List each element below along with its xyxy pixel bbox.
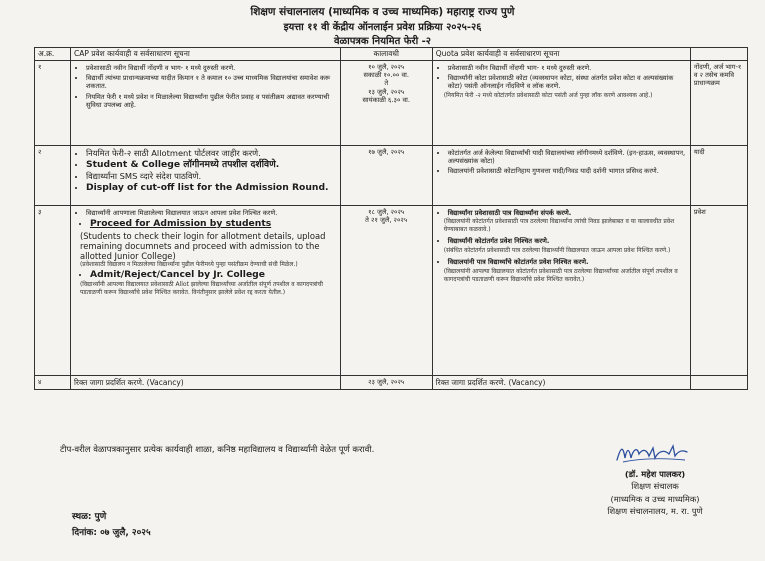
- col-header-cap: CAP प्रवेश कार्यवाही व सर्वसाधारण सूचना: [70, 48, 340, 61]
- proceed-description: (Students to check their login for allotment details, upload remaining documnets and proceed with admission to the allotted Junior College): [79, 230, 326, 262]
- row-number: १: [35, 60, 71, 145]
- signatory-name: (डॉ. महेश पालकर): [624, 469, 686, 479]
- place-date-block: [72, 510, 151, 542]
- list-item: • विद्यालयांनी प्रवेशासाठी कोटानिहाय गुणवत्ता यादी/निवड यादी दर्शनी भागात प्रसिध्द करणे.: [448, 166, 687, 175]
- cap-cell: [70, 60, 340, 145]
- date-line: १७ जुलै, २०२५: [368, 147, 405, 156]
- date-line: सकाळी १०.०० वा.: [363, 71, 409, 80]
- list-item: • विद्यार्थ्यांना SMS व्दारे संदेश पाठविणे.: [86, 171, 337, 181]
- quota-cell: [432, 145, 690, 205]
- row-number: ३: [35, 205, 71, 375]
- row-number: ४: [35, 375, 71, 390]
- list-item: • नियमित फेरी १ मध्ये प्रवेश न मिळालेल्या विद्यार्थ्यांना पुढील फेरीत प्रवाह व पसंतीक्रम अद्यावत करण्याची सुविधा उपलब्ध आहे.: [86, 92, 337, 110]
- date-cell: [340, 60, 432, 145]
- quota-note: (नियमित फेरी -२ मध्ये कोटांतर्गत प्रवेशासाठी कोटा पसंती अर्ज पुन्हा लॉक करणे आवश्यक आहे.): [443, 91, 653, 99]
- date-line: ते २१ जुलै, २०२५: [365, 216, 408, 225]
- date-label: दिनांक: ०७ जुलै, २०२५: [72, 527, 151, 538]
- proceed-note: (प्रवेशासाठी विद्यालय न मिळालेल्या विद्यार्थ्यांना पुढील फेरीमध्ये पुन्हा पसंतीक्रम देण्याची संधी मिळेल.): [79, 261, 298, 269]
- col-header-quota: Quota प्रवेश कार्यवाही व सर्वसाधारण सूचना: [432, 48, 690, 61]
- quota-cell: [432, 205, 690, 375]
- header-title: शिक्षण संचालनालय (माध्यमिक व उच्च माध्यमिक) महाराष्ट्र राज्य पुणे: [250, 6, 515, 18]
- list-item: • विद्यार्थ्यांनी आपणाला मिळालेल्या विद्यालयात जाऊन आपला प्रवेश निश्चित करणे.: [86, 208, 337, 217]
- list-item: • विद्यार्थ्यांनी कोटांतर्गत प्रवेश निश्चित करणे.: [448, 236, 687, 245]
- date-cell: [340, 205, 432, 375]
- table-row: [35, 375, 748, 390]
- last-cell: [690, 375, 747, 390]
- quota-note: (विद्यालयांनी आपल्या विद्यालयात कोटांतर्गत प्रवेशासाठी पात्र ठरलेल्या विद्यार्थ्यांच्या अर्जातील संपूर्ण तपशील व कागदपत्रांची पडताळणी करून विद्यार्थ्यांचे प्रवेश निश्चित करावेत.): [443, 267, 678, 283]
- list-item: • Display of cut-off list for the Admission Round.: [86, 182, 337, 194]
- table-row: [35, 145, 748, 205]
- signature-block: [560, 468, 750, 518]
- date-line: १० जुलै, २०२५: [368, 62, 405, 71]
- date-line: सायंकाळी ६.३० वा.: [362, 96, 410, 105]
- cap-cell: [70, 145, 340, 205]
- footer-note: टीप-वरील वेळापत्रकानुसार प्रत्येक कार्यवाही शाळा, कनिष्ठ महाविद्यालय व विद्यार्थ्यांनी वेळेत पूर्ण करावी.: [60, 445, 375, 455]
- signatory-office: शिक्षण संचालनालय, म. रा. पुणे: [607, 506, 703, 517]
- table-row: [35, 205, 748, 375]
- quota-cell: रिक्त जागा प्रदर्शित करणे. (Vacancy): [432, 375, 690, 390]
- list-item: • विद्यार्थ्यांना प्रवेशासाठी पात्र विद्यार्थ्यांना संपर्क करणे.: [448, 208, 687, 217]
- last-cell: यादी: [690, 145, 747, 205]
- header-subtitle: इयत्ता ११ वी केंद्रीय ऑनलाईन प्रवेश प्रक्रिया २०२५-२६: [283, 22, 482, 33]
- date-cell: [340, 145, 432, 205]
- list-item: • विद्यार्थी त्यांच्या प्राधान्यक्रमाच्या यादीत किमान १ ते कमाल १० उच्च माध्यमिक विद्यालयांचा समावेश करू शकतात.: [86, 73, 337, 91]
- list-item: • विद्यालयांनी पात्र विद्यार्थ्यांचे कोटांतर्गत प्रवेश निश्चित करणे.: [448, 257, 687, 266]
- col-header-date: कालावधी: [340, 48, 432, 61]
- admit-note: (विद्यार्थ्यांनी आपल्या विद्यालयात प्रवेशासाठी Allot झालेल्या विद्यार्थ्यांच्या अर्जातील संपूर्ण तपशील व कागदपत्रांची पडताळणी करून विद्यार्थ्यांचे प्रवेश निश्चित करावेत. विनंतीनुसार झालेले प्रवेश रद्द करता येतील.): [79, 281, 323, 297]
- col-header-last: [690, 48, 747, 61]
- quota-note: (संबंधित कोटांतर्गत प्रवेशासाठी पात्र ठरलेल्या विद्यार्थ्यांनी विद्यालयात जाऊन आपला प्रवेश निश्चित करणे.): [443, 246, 671, 254]
- list-item: • प्रवेशासाठी नवीन विद्यार्थी नोंदणी भाग- १ मध्ये दुरुस्ती करणे.: [448, 63, 687, 72]
- cap-cell: [70, 205, 340, 375]
- header-round: वेळापत्रक नियमित फेरी -२: [333, 36, 432, 47]
- signatory-dept: (माध्यमिक व उच्च माध्यमिक): [610, 493, 700, 504]
- quota-cell: [432, 60, 690, 145]
- signature: [613, 440, 693, 470]
- date-cell: २३ जुलै, २०२५: [340, 375, 432, 390]
- list-item: • Admit/Reject/Cancel by Jr. College: [90, 269, 337, 281]
- place-label: स्थळ: पुणे: [72, 512, 107, 522]
- list-item: • प्रवेशासाठी नवीन विद्यार्थी नोंदणी व भाग- १ मध्ये दुरुस्ती करणे.: [86, 63, 337, 72]
- table-header-row: [35, 48, 748, 61]
- list-item: • नियमित फेरी-२ साठी Allotment पोर्टलवर जाहीर करणे.: [86, 148, 337, 158]
- date-line: १८ जुलै, २०२५: [368, 207, 405, 216]
- list-item: • कोटांतर्गत अर्ज केलेल्या विद्यार्थ्यांची यादी विद्यालयांच्या लॉगीनमध्ये दर्शविणे. (इन-हाऊस, व्यवस्थापन, अल्पसंख्यांक कोटा): [448, 148, 687, 166]
- list-item: • विद्यार्थ्यांनी कोटा प्रवेशासाठी कोटा (व्यवस्थापन कोटा, संस्था अंतर्गत प्रवेश कोटा व अल्पसंख्यांक कोटा) पसंती ऑनलाईन नोंदविणे व लॉक करणे.: [448, 73, 687, 91]
- last-cell: प्रवेश: [690, 205, 747, 375]
- table-row: [35, 60, 748, 145]
- cap-cell: रिक्त जागा प्रदर्शित करणे. (Vacancy): [70, 375, 340, 390]
- date-line: १३ जुलै, २०२५: [368, 87, 405, 96]
- quota-note: (विद्यालयांनी कोटांतर्गत प्रवेशासाठी पात्र ठरलेल्या विद्यार्थ्यांना त्यांची निवड झालेबाबत व या कालावधीत प्रवेश घेण्याबाबत कळवावे.): [443, 218, 675, 233]
- last-cell: नोंदणी, अर्ज भाग-१ व २ तसेच कमवि प्राधान्यक्रम: [690, 60, 747, 145]
- row-number: २: [35, 145, 71, 205]
- col-header-no: अ.क्र.: [35, 48, 71, 61]
- list-item: • Proceed for Admission by students: [90, 218, 337, 230]
- schedule-table: [34, 47, 748, 390]
- signatory-title: शिक्षण संचालक: [631, 481, 679, 492]
- list-item: • Student & College लॉगीनमध्ये तपशील दर्शविणे.: [86, 159, 337, 171]
- date-line: ते: [384, 79, 389, 88]
